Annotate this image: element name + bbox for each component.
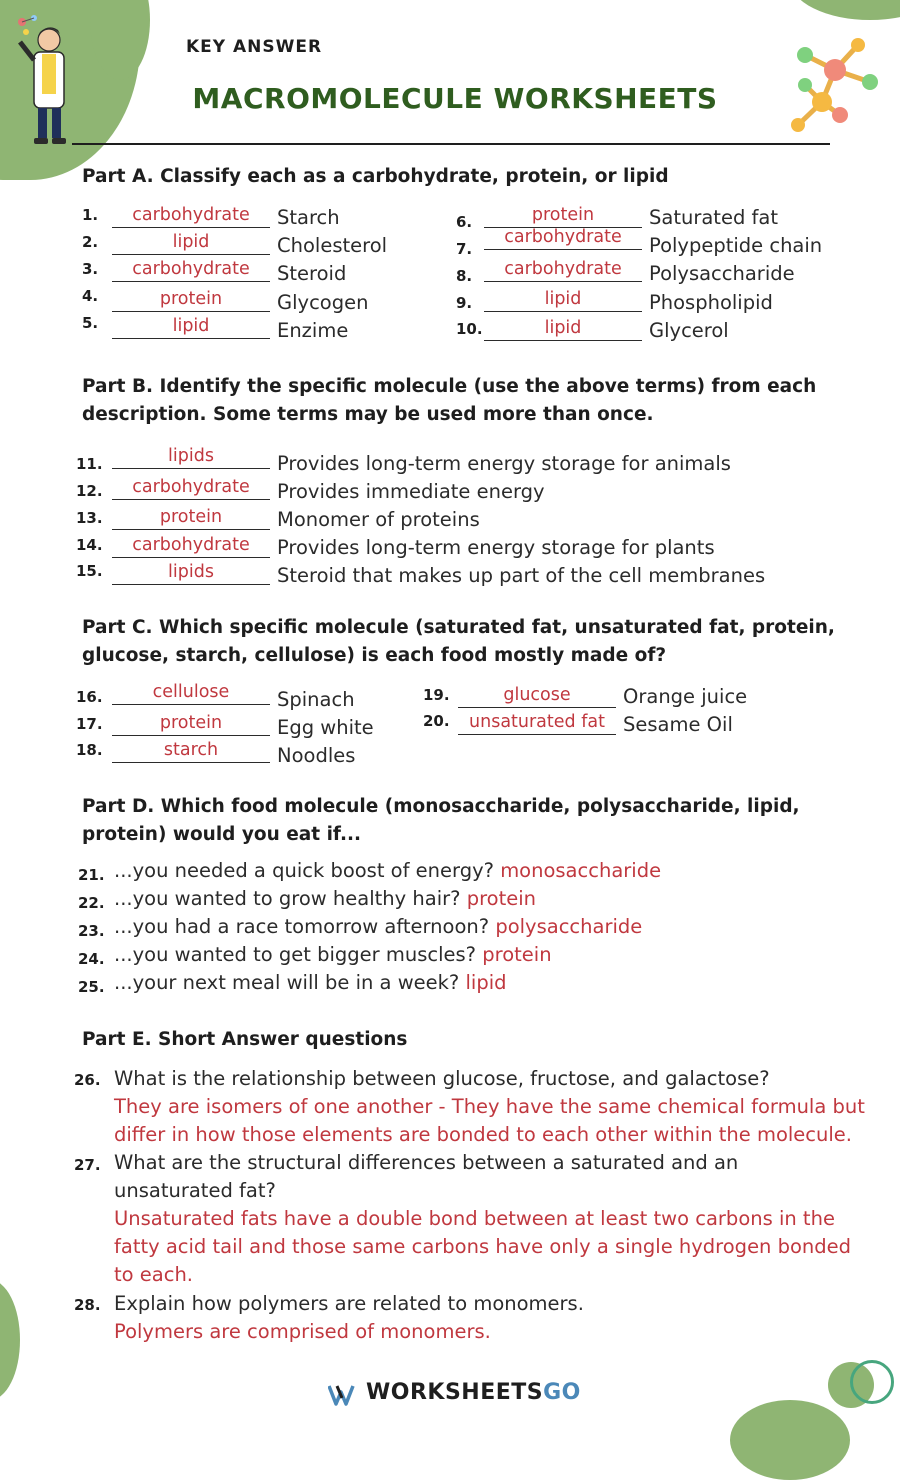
answer-text: carbohydrate <box>504 227 622 247</box>
answer-blank <box>112 713 270 736</box>
question-line <box>114 915 642 938</box>
term-text: Steroid <box>277 262 347 285</box>
corner-blob-bottom-right <box>730 1400 850 1480</box>
key-answer-label: KEY ANSWER <box>186 37 323 57</box>
item-number: 15. <box>76 562 103 580</box>
answer-text: glucose <box>503 685 571 705</box>
answer-blank <box>458 685 616 708</box>
heading-line: description. Some terms may be used more than once. <box>82 404 654 425</box>
term-text: Polysaccharide <box>649 262 795 285</box>
answer-blank <box>484 318 642 341</box>
answer-text: carbohydrate <box>132 477 250 497</box>
question-text: ...you wanted to get bigger muscles? <box>114 943 477 966</box>
question-text: ...you had a race tomorrow afternoon? <box>114 915 490 938</box>
question-line <box>114 971 507 994</box>
answer-text: monosaccharide <box>500 859 662 882</box>
item-number: 19. <box>423 686 450 704</box>
answer-text: carbohydrate <box>504 259 622 279</box>
term-text: Noodles <box>277 744 356 767</box>
item-number: 1. <box>82 206 99 224</box>
term-text: Provides long-term energy storage for animals <box>277 452 731 475</box>
part-d-heading <box>82 793 842 849</box>
question-text: unsaturated fat? <box>114 1179 276 1202</box>
header-divider <box>72 143 830 145</box>
answer-text: polysaccharide <box>495 915 643 938</box>
worksheetsgo-logo-icon <box>328 1384 360 1406</box>
item-number: 20. <box>423 712 450 730</box>
term-text: Provides immediate energy <box>277 480 545 503</box>
item-number: 3. <box>82 260 99 278</box>
scientist-illustration <box>12 10 90 150</box>
term-text: Egg white <box>277 716 374 739</box>
answer-blank <box>112 477 270 500</box>
item-number: 18. <box>76 741 103 759</box>
answer-text: protein <box>466 887 537 910</box>
answer-text: starch <box>163 740 219 760</box>
answer-text: protein <box>159 507 223 527</box>
part-a-heading: Part A. Classify each as a carbohydrate, protein, or lipid <box>82 166 669 187</box>
term-text: Spinach <box>277 688 355 711</box>
answer-text: protein <box>159 289 223 309</box>
answer-blank <box>112 289 270 312</box>
part-c-heading <box>82 614 842 670</box>
question-line <box>114 887 536 910</box>
item-number: 22. <box>78 894 105 912</box>
term-text: Phospholipid <box>649 291 773 314</box>
answer-text: differ in how those elements are bonded to each other within the molecule. <box>114 1123 852 1146</box>
question-line <box>114 859 661 882</box>
term-text: Orange juice <box>623 685 748 708</box>
item-number: 25. <box>78 978 105 996</box>
item-number: 23. <box>78 922 105 940</box>
answer-blank <box>112 232 270 255</box>
answer-text: protein <box>482 943 552 966</box>
item-number: 16. <box>76 688 103 706</box>
term-text: Cholesterol <box>277 234 388 257</box>
page-title: MACROMOLECULE WORKSHEETS <box>192 82 718 115</box>
logo-text-go: GO <box>543 1380 581 1405</box>
item-number: 8. <box>456 267 473 285</box>
item-number: 13. <box>76 509 103 527</box>
question-text: What are the structural differences between a saturated and an <box>114 1151 739 1174</box>
heading-line: protein) would you eat if... <box>82 824 362 845</box>
answer-text: lipids <box>168 562 214 582</box>
answer-text: lipids <box>168 446 214 466</box>
part-e-heading: Part E. Short Answer questions <box>82 1029 408 1050</box>
answer-text: protein <box>531 205 595 225</box>
answer-blank <box>112 446 270 469</box>
item-number: 7. <box>456 240 473 258</box>
answer-blank <box>112 316 270 339</box>
corner-blob-top-right <box>790 0 900 20</box>
answer-text: cellulose <box>152 682 230 702</box>
side-blob-left <box>0 1280 20 1400</box>
item-number: 2. <box>82 233 99 251</box>
answer-blank <box>112 535 270 558</box>
item-number: 4. <box>82 287 99 305</box>
answer-text: lipid <box>544 289 582 309</box>
term-text: Starch <box>277 206 340 229</box>
answer-text: lipid <box>544 318 582 338</box>
term-text: Steroid that makes up part of the cell membranes <box>277 564 766 587</box>
term-text: Enzime <box>277 319 349 342</box>
answer-blank <box>112 740 270 763</box>
answer-blank <box>484 227 642 250</box>
term-text: Polypeptide chain <box>649 234 823 257</box>
item-number: 5. <box>82 314 99 332</box>
item-number: 28. <box>74 1296 101 1314</box>
item-number: 9. <box>456 294 473 312</box>
heading-line: glucose, starch, cellulose) is each food mostly made of? <box>82 645 667 666</box>
answer-blank <box>484 259 642 282</box>
question-text: Explain how polymers are related to monomers. <box>114 1292 584 1315</box>
question-text: ...you wanted to grow healthy hair? <box>114 887 461 910</box>
item-number: 12. <box>76 482 103 500</box>
term-text: Glycogen <box>277 291 369 314</box>
answer-blank <box>112 259 270 282</box>
answer-text: carbohydrate <box>132 259 250 279</box>
answer-blank <box>484 205 642 228</box>
term-text: Saturated fat <box>649 206 778 229</box>
answer-text: lipid <box>465 971 507 994</box>
question-text: ...your next meal will be in a week? <box>114 971 460 994</box>
footer-logo <box>366 1380 581 1405</box>
question-text: What is the relationship between glucose, fructose, and galactose? <box>114 1067 770 1090</box>
term-text: Monomer of proteins <box>277 508 480 531</box>
question-text: ...you needed a quick boost of energy? <box>114 859 494 882</box>
item-number: 21. <box>78 866 105 884</box>
answer-text: fatty acid tail and those same carbons have only a single hydrogen bonded <box>114 1235 852 1258</box>
item-number: 24. <box>78 950 105 968</box>
answer-text: lipid <box>172 316 210 336</box>
heading-line: Part B. Identify the specific molecule (use the above terms) from each <box>82 376 817 397</box>
answer-text: protein <box>159 713 223 733</box>
answer-text: unsaturated fat <box>469 712 605 732</box>
heading-line: Part C. Which specific molecule (saturated fat, unsaturated fat, protein, <box>82 617 835 638</box>
item-number: 14. <box>76 536 103 554</box>
term-text: Sesame Oil <box>623 713 733 736</box>
answer-text: They are isomers of one another - They have the same chemical formula but <box>114 1095 865 1118</box>
item-number: 27. <box>74 1156 101 1174</box>
answer-text: Polymers are comprised of monomers. <box>114 1320 491 1343</box>
term-text: Glycerol <box>649 319 729 342</box>
item-number: 11. <box>76 455 103 473</box>
item-number: 26. <box>74 1071 101 1089</box>
item-number: 17. <box>76 715 103 733</box>
answer-text: to each. <box>114 1263 193 1286</box>
term-text: Provides long-term energy storage for plants <box>277 536 715 559</box>
answer-text: carbohydrate <box>132 535 250 555</box>
answer-text: Unsaturated fats have a double bond between at least two carbons in the <box>114 1207 835 1230</box>
ring-bottom-right <box>850 1360 894 1404</box>
logo-text: WORKSHEETS <box>366 1380 544 1405</box>
answer-blank <box>484 289 642 312</box>
heading-line: Part D. Which food molecule (monosaccharide, polysaccharide, lipid, <box>82 796 800 817</box>
answer-blank <box>112 562 270 585</box>
part-b-heading <box>82 373 842 429</box>
answer-blank <box>112 205 270 228</box>
answer-blank <box>112 682 270 705</box>
answer-blank <box>112 507 270 530</box>
answer-text: carbohydrate <box>132 205 250 225</box>
item-number: 6. <box>456 213 473 231</box>
question-line <box>114 943 552 966</box>
answer-blank <box>458 712 616 735</box>
answer-text: lipid <box>172 232 210 252</box>
item-number: 10. <box>456 320 483 338</box>
